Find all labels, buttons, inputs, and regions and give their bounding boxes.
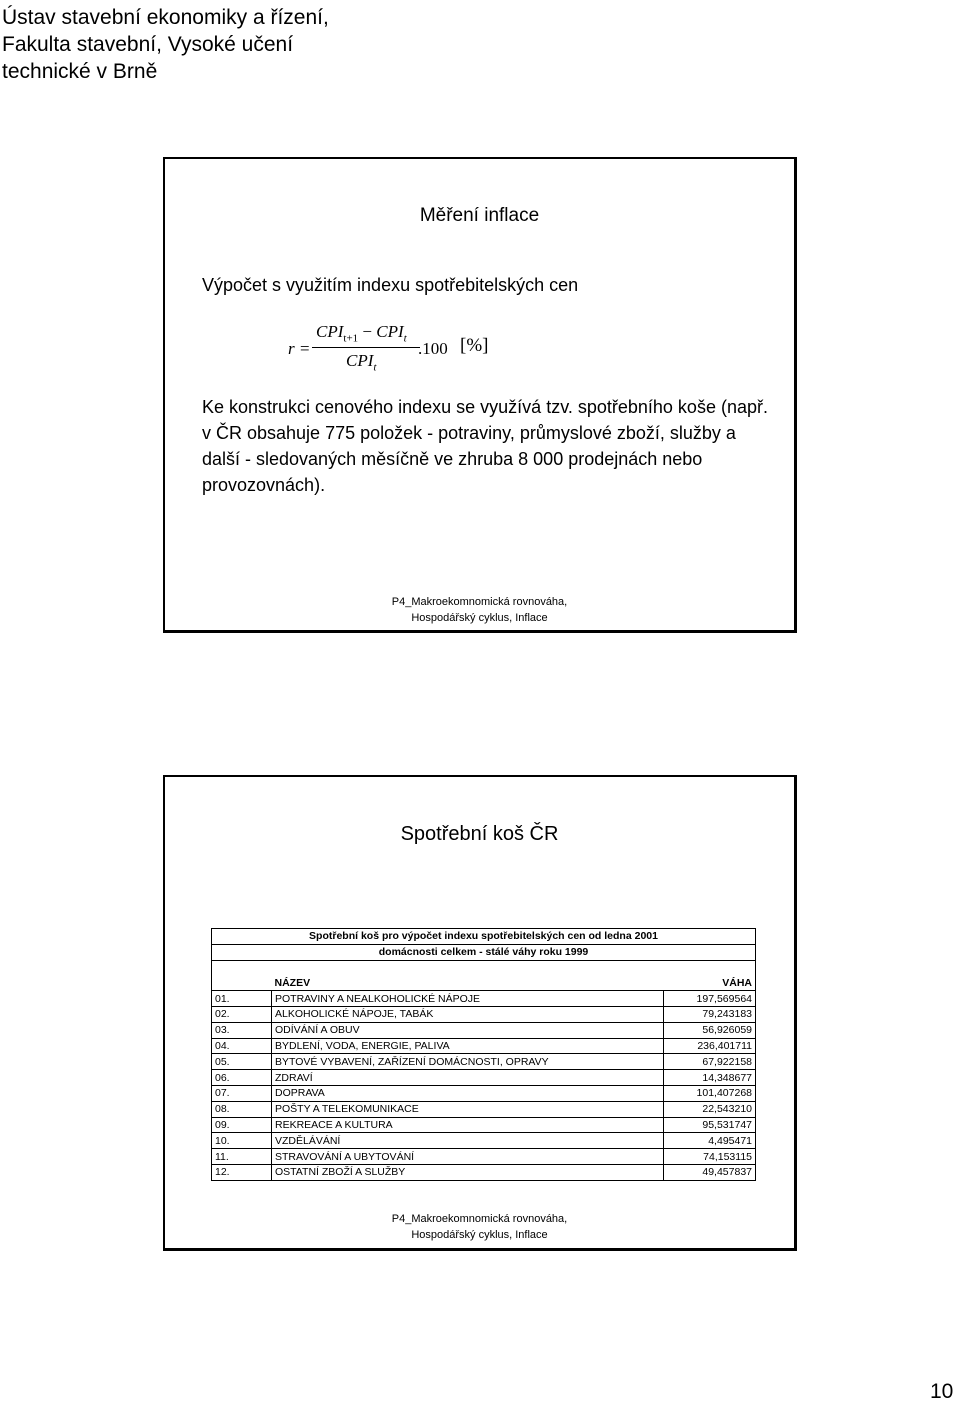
paragraph-line-2: v ČR obsahuje 775 položek - potraviny, průmyslové zboží, služby a — [202, 423, 736, 443]
paragraph-line-3: další - sledovaných měsíčně ve zhruba 8 000 prodejnách nebo — [202, 449, 703, 469]
table-row — [212, 1006, 756, 1022]
slide-title: Měření inflace — [419, 205, 540, 226]
row-weight: 79,243183 — [664, 1006, 756, 1022]
table-row — [212, 1149, 756, 1165]
column-header-weight: VÁHA — [664, 975, 756, 990]
row-code: 09. — [212, 1117, 272, 1133]
slide-consumer-basket — [163, 775, 797, 1251]
consumer-basket-table — [211, 928, 756, 1181]
row-name: ALKOHOLICKÉ NÁPOJE, TABÁK — [272, 1006, 664, 1022]
row-name: OSTATNÍ ZBOŽÍ A SLUŽBY — [272, 1164, 664, 1180]
row-weight: 74,153115 — [664, 1149, 756, 1165]
row-weight: 67,922158 — [664, 1054, 756, 1070]
row-weight: 56,926059 — [664, 1022, 756, 1038]
slide-footer: P4_Makroekomnomická rovnováha, Hospodářský cyklus, Inflace — [391, 1213, 568, 1241]
row-code: 12. — [212, 1164, 272, 1180]
table-row — [212, 1054, 756, 1070]
table-row — [212, 991, 756, 1007]
formula-unit: [%] — [460, 335, 489, 356]
document-header — [2, 4, 329, 85]
row-code: 06. — [212, 1070, 272, 1086]
header-line-3: technické v Brně — [2, 60, 158, 83]
slide-footer: P4_Makroekomnomická rovnováha, Hospodářský cyklus, Inflace — [391, 596, 568, 624]
row-name: REKREACE A KULTURA — [272, 1117, 664, 1133]
formula-denominator: $CPI_t$ — [346, 351, 377, 374]
row-weight: 101,407268 — [664, 1085, 756, 1101]
row-code: 07. — [212, 1085, 272, 1101]
table-row — [212, 1038, 756, 1054]
row-name: BYDLENÍ, VODA, ENERGIE, PALIVA — [272, 1038, 664, 1054]
row-code: 03. — [212, 1022, 272, 1038]
row-name: POŠTY A TELEKOMUNIKACE — [272, 1101, 664, 1117]
row-code: 11. — [212, 1149, 272, 1165]
row-name: POTRAVINY A NEALKOHOLICKÉ NÁPOJE — [272, 991, 664, 1007]
row-code: 02. — [212, 1006, 272, 1022]
table-caption-1: Spotřební koš pro výpočet indexu spotřebitelských cen od ledna 2001 — [212, 929, 756, 945]
row-name: VZDĚLÁVÁNÍ — [272, 1133, 664, 1149]
paragraph-line-4: provozovnách). — [202, 475, 326, 495]
formula-numerator: $CPI_{t+1} - CPI_t$ — [316, 322, 407, 345]
table-body — [212, 991, 756, 1181]
row-code: 05. — [212, 1054, 272, 1070]
slide-measuring-inflation — [163, 157, 797, 633]
table-caption-2: domácnosti celkem - stálé váhy roku 1999 — [212, 944, 756, 960]
row-code: 08. — [212, 1101, 272, 1117]
formula-factor: .100 — [418, 339, 448, 358]
table-row — [212, 1085, 756, 1101]
formula-lhs: r = — [288, 339, 311, 358]
table-row — [212, 1070, 756, 1086]
fraction-bar — [312, 347, 420, 348]
table-row — [212, 1164, 756, 1180]
row-code: 04. — [212, 1038, 272, 1054]
header-line-2: Fakulta stavební, Vysoké učení — [2, 33, 294, 56]
table-row — [212, 1133, 756, 1149]
slide-subtitle: Výpočet s využitím indexu spotřebitelských cen — [202, 275, 579, 295]
row-weight: 95,531747 — [664, 1117, 756, 1133]
slide-title: Spotřební koš ČR — [400, 823, 559, 845]
row-weight: 14,348677 — [664, 1070, 756, 1086]
table-row — [212, 1101, 756, 1117]
header-line-1: Ústav stavební ekonomiky a řízení, — [2, 6, 329, 29]
row-weight: 22,543210 — [664, 1101, 756, 1117]
row-name: DOPRAVA — [272, 1085, 664, 1101]
row-name: STRAVOVÁNÍ A UBYTOVÁNÍ — [272, 1149, 664, 1165]
row-weight: 4,495471 — [664, 1133, 756, 1149]
column-header-name: NÁZEV — [272, 975, 664, 990]
row-code: 01. — [212, 991, 272, 1007]
row-name: ZDRAVÍ — [272, 1070, 664, 1086]
inflation-formula — [288, 319, 588, 381]
row-weight: 197,569564 — [664, 991, 756, 1007]
row-weight: 236,401711 — [664, 1038, 756, 1054]
row-name: ODÍVÁNÍ A OBUV — [272, 1022, 664, 1038]
row-name: BYTOVÉ VYBAVENÍ, ZAŘÍZENÍ DOMÁCNOSTI, OPRAVY — [272, 1054, 664, 1070]
page-number: 10 — [930, 1380, 954, 1403]
paragraph-line-1: Ke konstrukci cenového indexu se využívá tzv. spotřebního koše (např. — [202, 397, 768, 417]
row-weight: 49,457837 — [664, 1164, 756, 1180]
row-code: 10. — [212, 1133, 272, 1149]
table-row — [212, 1117, 756, 1133]
table-row — [212, 1022, 756, 1038]
